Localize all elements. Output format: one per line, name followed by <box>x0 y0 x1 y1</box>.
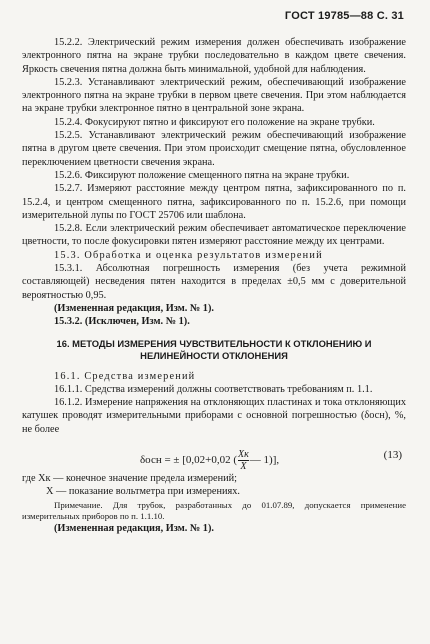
paragraph-16-1-1: 16.1.1. Средства измерений должны соответствовать требованиям п. 1.1. <box>54 383 373 395</box>
where-line-1: где Xк — конечное значение предела измерений; <box>22 473 238 485</box>
formula-expression <box>140 449 279 472</box>
document-body <box>22 36 406 536</box>
paragraph-15-2-3: 15.2.3. Устанавливают электрический режим, обеспечивающий изображение электронного пятна на экране трубки в первом цвете свечения. При этом наблюдается на экране трубки электронное пятно в центральной зоне экрана. <box>22 76 406 115</box>
paragraph-15-2-6: 15.2.6. Фиксируют положение смещенного пятна на экране трубки. <box>54 169 350 181</box>
formula-denominator: X <box>240 461 247 473</box>
paragraph-15-2-7: 15.2.7. Измеряют расстояние между центром пятна, зафиксированного по п. 15.2.4, и центром смещенного пятна, зафиксированного по п. 15.2.6, при помощи измерительной лупы по ГОСТ 25706 или шаблона. <box>22 183 406 221</box>
subsection-heading-15-3: 15.3. Обработка и оценка результатов измерений <box>54 249 323 261</box>
footnote-note: Примечание. Для трубок, разработанных до 01.07.89, допускается применение измерительных приборов по п. 1.1.10. <box>22 499 406 521</box>
formula-13 <box>22 440 406 473</box>
subsection-heading-16-1: 16.1. Средства измерений <box>54 370 196 382</box>
paragraph-15-2-5: 15.2.5. Устанавливают электрический режим обеспечивающий изображение пятна в другом цвете свечения. При этом происходит смещение пятна, обусловленное переключением цветности свечения экрана. <box>22 130 406 168</box>
amendment-note-2: (Измененная редакция, Изм. № 1). <box>54 523 214 535</box>
formula-number: (13) <box>383 449 402 462</box>
paragraph-15-2-8: 15.2.8. Если электрический режим обеспечивает автоматическое переключение цветности, то после фокусировки пятен измеряют расстояние между их центрами. <box>22 223 406 248</box>
amendment-note-1: (Измененная редакция, Изм. № 1). <box>54 302 214 314</box>
formula-fraction <box>238 449 249 472</box>
formula-numerator: Xк <box>238 449 249 461</box>
paragraph-15-3-1: 15.3.1. Абсолютная погрешность измерения (без учета режимной составляющей) несведения пятен находится в пределах ±0,5 мм с доверительной вероятностью 0,95. <box>22 263 406 301</box>
where-line-2: X — показание вольтметра при измерениях. <box>46 486 240 498</box>
paragraph-16-1-2: 16.1.2. Измерение напряжения на отклоняющих пластинах и тока отклоняющих катушек проводят измерительными приборами с основной погрешностью (δосн), %, не более <box>22 397 406 435</box>
section-title-16: 16. МЕТОДЫ ИЗМЕРЕНИЯ ЧУВСТВИТЕЛЬНОСТИ К ОТКЛОНЕНИЮ И НЕЛИНЕЙНОСТИ ОТКЛОНЕНИЯ <box>56 337 372 362</box>
formula-rhs: — 1)], <box>249 454 280 467</box>
page-header: ГОСТ 19785—88 С. 31 <box>284 10 404 22</box>
paragraph-15-3-2: 15.3.2. (Исключен, Изм. № 1). <box>54 316 190 328</box>
paragraph-15-2-2: 15.2.2. Электрический режим измерения должен обеспечивать изображение электронного пятна на экране трубки последовательно в каждом цвете свечения. Яркость свечения пятна должна быть минимальной, удобной для наблюдения. <box>22 37 406 75</box>
formula-lhs: δосн = ± [0,02+0,02 ( <box>140 454 237 467</box>
paragraph-15-2-4: 15.2.4. Фокусируют пятно и фиксируют его положение на экране трубки. <box>54 116 375 128</box>
